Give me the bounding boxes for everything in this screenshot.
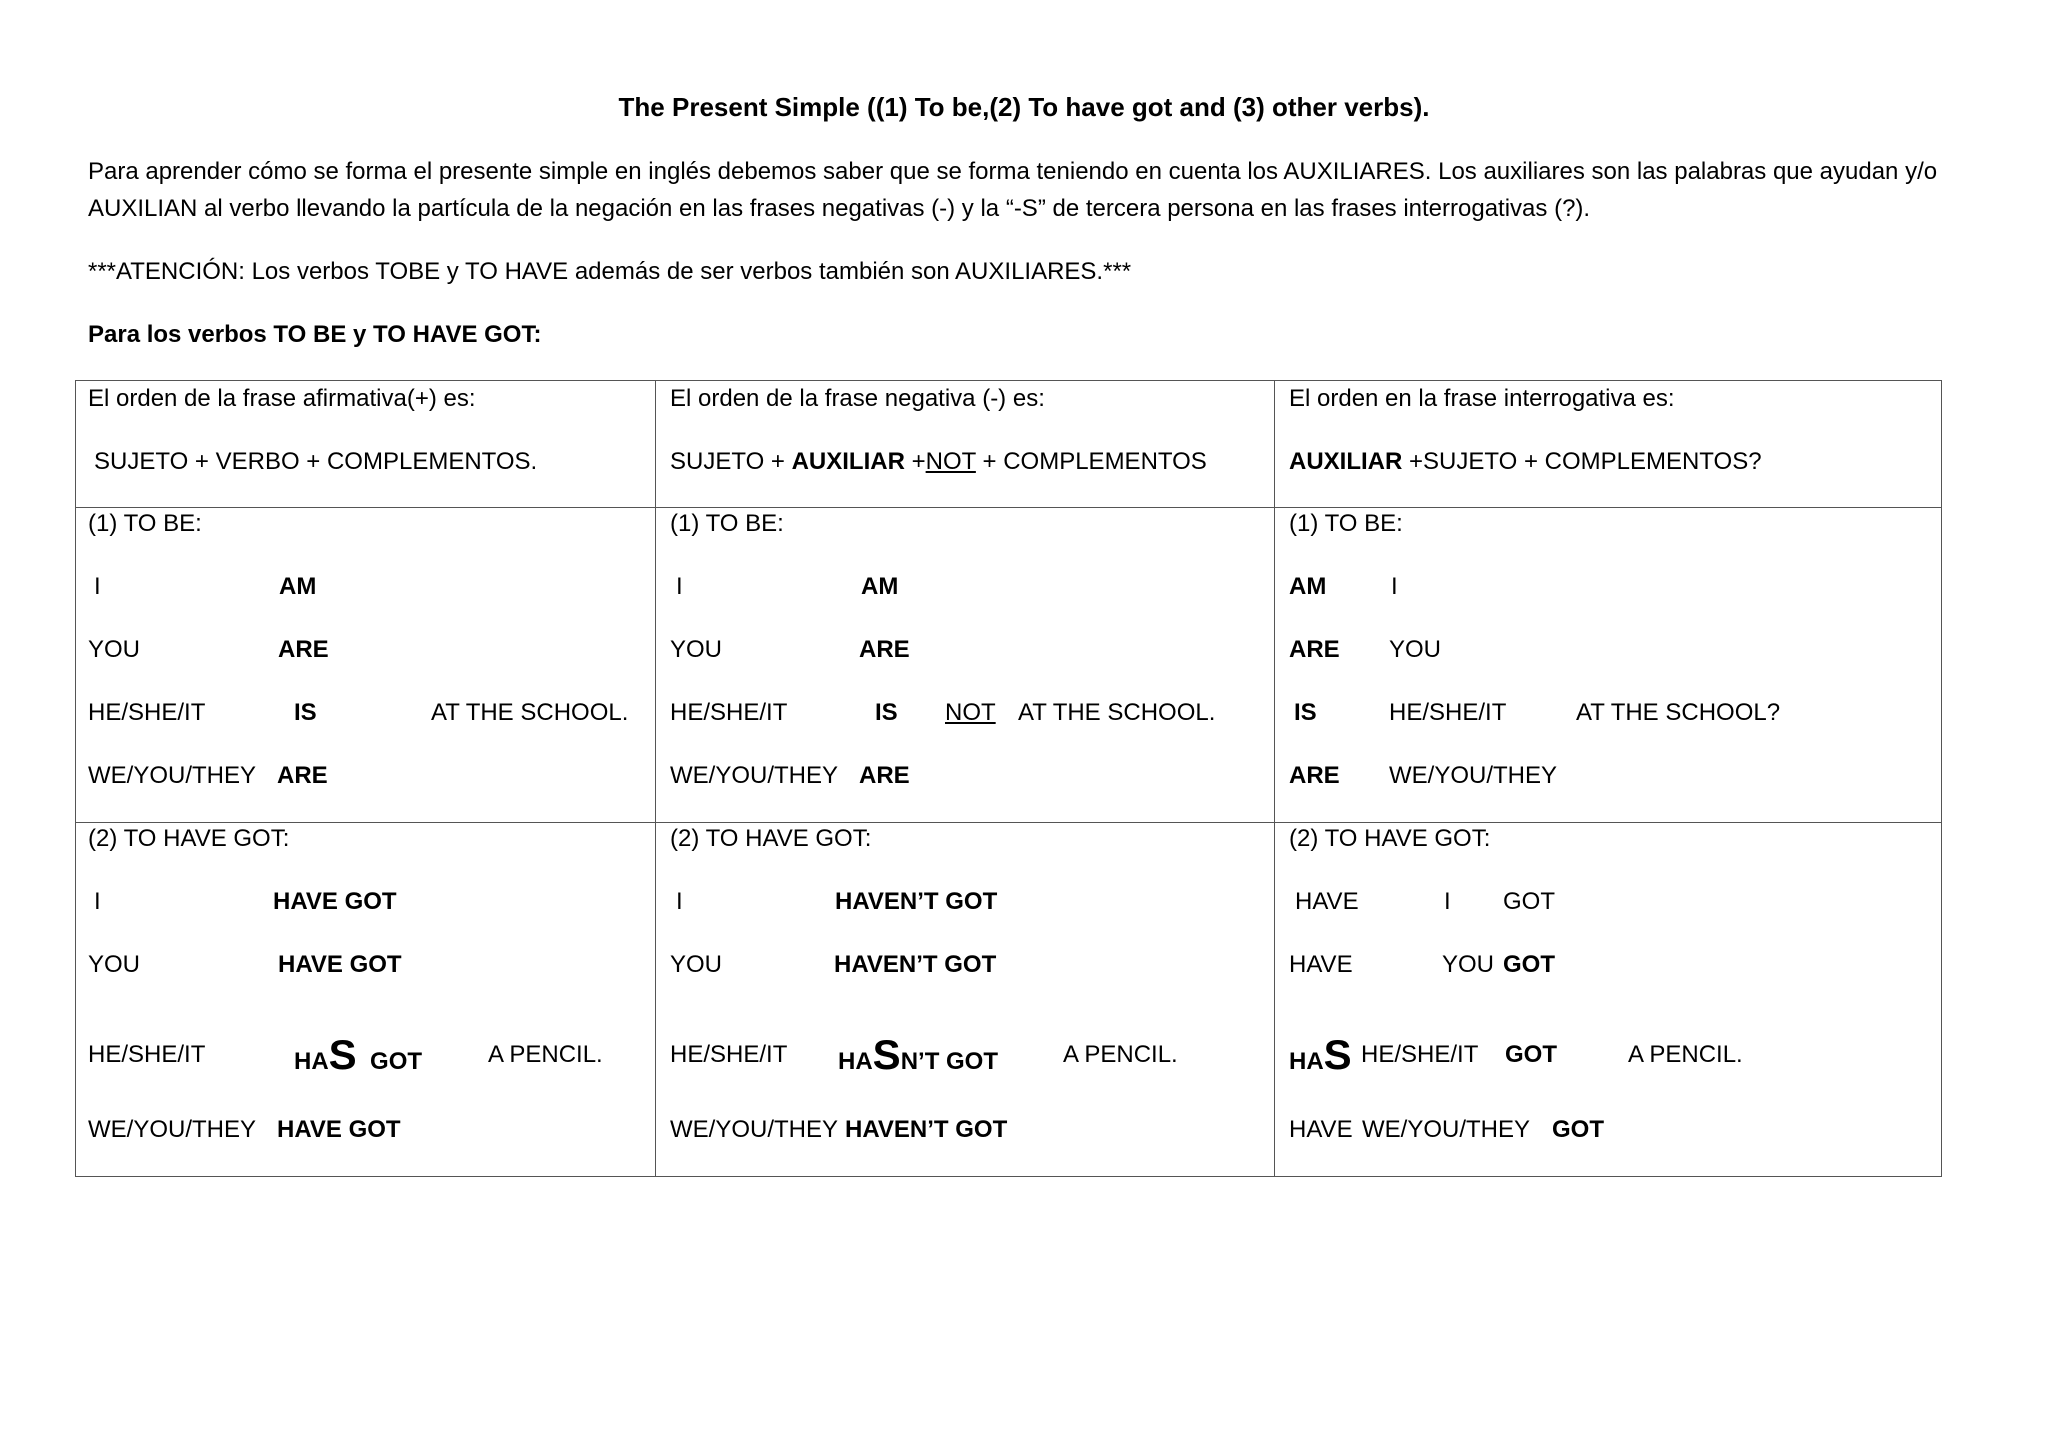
interrogative-header-label: El orden en la frase interrogativa es: xyxy=(1289,385,1675,412)
third-person-s: S xyxy=(328,1031,357,1078)
complement: AT THE SCHOOL. xyxy=(1018,699,1216,726)
auxiliar: HAVE xyxy=(1295,888,1359,915)
subject: HE/SHE/IT xyxy=(670,1041,788,1068)
formula-complements: + COMPLEMENTOS xyxy=(975,448,1207,475)
verb: HAVE GOT xyxy=(277,1116,401,1143)
interrogative-formula xyxy=(1289,447,1762,477)
verb: IS xyxy=(294,699,317,726)
subject: YOU xyxy=(670,951,723,978)
verb-has xyxy=(294,1031,423,1078)
verb: IS xyxy=(875,699,898,726)
got: GOT xyxy=(1552,1116,1604,1143)
verb: AM xyxy=(861,573,899,600)
section-heading: Para los verbos TO BE y TO HAVE GOT: xyxy=(88,321,542,348)
subject: YOU xyxy=(1389,636,1442,663)
got: GOT xyxy=(1503,888,1555,915)
attention-note: ***ATENCIÓN: Los verbos TOBE y TO HAVE además de ser verbos también son AUXILIARES.*** xyxy=(88,258,1132,285)
verb-stem: HA xyxy=(294,1048,329,1075)
auxiliar: HAVE xyxy=(1289,951,1353,978)
subject: I xyxy=(1444,888,1451,915)
verb: IS xyxy=(1294,699,1317,726)
subject: HE/SHE/IT xyxy=(1389,699,1507,726)
intro-paragraph: Para aprender cómo se forma el presente simple en inglés debemos saber que se forma teniendo en cuenta los AUXILIARES. Los auxiliares son las palabras que ayudan y/o AUXILIAN al verbo llevando la partícula de la negación en las frases negativas (-) y la “-S” de tercera persona en las frases interrogativas (?). xyxy=(88,158,1938,222)
verb: ARE xyxy=(1289,636,1340,663)
auxiliar: HAVE xyxy=(1289,1116,1353,1143)
third-person-s: S xyxy=(872,1031,901,1078)
formula-plus: + xyxy=(904,448,926,475)
subject: HE/SHE/IT xyxy=(670,699,788,726)
verb-got: GOT xyxy=(370,1048,423,1075)
negative-formula xyxy=(670,447,1207,477)
verb-negation: N’T GOT xyxy=(900,1048,999,1075)
verb: HAVEN’T GOT xyxy=(834,951,997,978)
third-person-s: S xyxy=(1323,1031,1352,1078)
subject: WE/YOU/THEY xyxy=(670,1116,839,1143)
to-be-heading: (1) TO BE: xyxy=(1289,510,1403,537)
affirmative-formula: SUJETO + VERBO + COMPLEMENTOS. xyxy=(94,448,538,475)
formula-auxiliar: AUXILIAR xyxy=(791,448,905,475)
subject: HE/SHE/IT xyxy=(88,699,206,726)
have-got-heading: (2) TO HAVE GOT: xyxy=(1289,825,1491,852)
row-divider xyxy=(76,822,1941,823)
verb: AM xyxy=(1289,573,1327,600)
subject: WE/YOU/THEY xyxy=(1389,762,1558,789)
subject: YOU xyxy=(88,636,141,663)
not-particle: NOT xyxy=(945,699,996,726)
verb: ARE xyxy=(1289,762,1340,789)
complement: AT THE SCHOOL. xyxy=(431,699,629,726)
formula-not: NOT xyxy=(925,448,976,475)
complement: A PENCIL. xyxy=(1628,1041,1743,1068)
column-divider xyxy=(1274,381,1275,1176)
to-be-heading: (1) TO BE: xyxy=(670,510,784,537)
verb-space xyxy=(357,1048,370,1075)
verb-stem: HA xyxy=(838,1048,873,1075)
got: GOT xyxy=(1503,951,1555,978)
complement: A PENCIL. xyxy=(488,1041,603,1068)
have-got-heading: (2) TO HAVE GOT: xyxy=(670,825,872,852)
got: GOT xyxy=(1505,1041,1557,1068)
subject: WE/YOU/THEY xyxy=(88,1116,257,1143)
formula-subject: SUJETO + xyxy=(670,448,792,475)
verb: HAVE GOT xyxy=(278,951,402,978)
verb: ARE xyxy=(859,762,910,789)
verb: ARE xyxy=(277,762,328,789)
subject: I xyxy=(676,888,683,915)
verb: HAVEN’T GOT xyxy=(845,1116,1008,1143)
negative-header-label: El orden de la frase negativa (-) es: xyxy=(670,385,1045,412)
formula-auxiliar: AUXILIAR xyxy=(1289,448,1403,475)
complement: AT THE SCHOOL? xyxy=(1576,699,1781,726)
subject: YOU xyxy=(670,636,723,663)
auxiliar-has xyxy=(1289,1031,1352,1078)
column-divider xyxy=(655,381,656,1176)
subject: I xyxy=(676,573,683,600)
row-divider xyxy=(76,507,1941,508)
have-got-heading: (2) TO HAVE GOT: xyxy=(88,825,290,852)
subject: WE/YOU/THEY xyxy=(1362,1116,1531,1143)
subject: WE/YOU/THEY xyxy=(670,762,839,789)
subject: I xyxy=(94,573,101,600)
verb: ARE xyxy=(278,636,329,663)
verb: AM xyxy=(279,573,317,600)
to-be-heading: (1) TO BE: xyxy=(88,510,202,537)
affirmative-header-label: El orden de la frase afirmativa(+) es: xyxy=(88,385,476,412)
subject: WE/YOU/THEY xyxy=(88,762,257,789)
verb: HAVEN’T GOT xyxy=(835,888,998,915)
subject: HE/SHE/IT xyxy=(88,1041,206,1068)
complement: A PENCIL. xyxy=(1063,1041,1178,1068)
subject: YOU xyxy=(1442,951,1495,978)
subject: YOU xyxy=(88,951,141,978)
verb: HAVE GOT xyxy=(273,888,397,915)
subject: I xyxy=(94,888,101,915)
page-title: The Present Simple ((1) To be,(2) To have got and (3) other verbs). xyxy=(618,92,1430,122)
formula-subject-complements: +SUJETO + COMPLEMENTOS? xyxy=(1402,448,1762,475)
verb: ARE xyxy=(859,636,910,663)
subject: HE/SHE/IT xyxy=(1361,1041,1479,1068)
verb-hasnt xyxy=(838,1031,999,1078)
subject: I xyxy=(1391,573,1398,600)
verb-stem: HA xyxy=(1289,1048,1324,1075)
